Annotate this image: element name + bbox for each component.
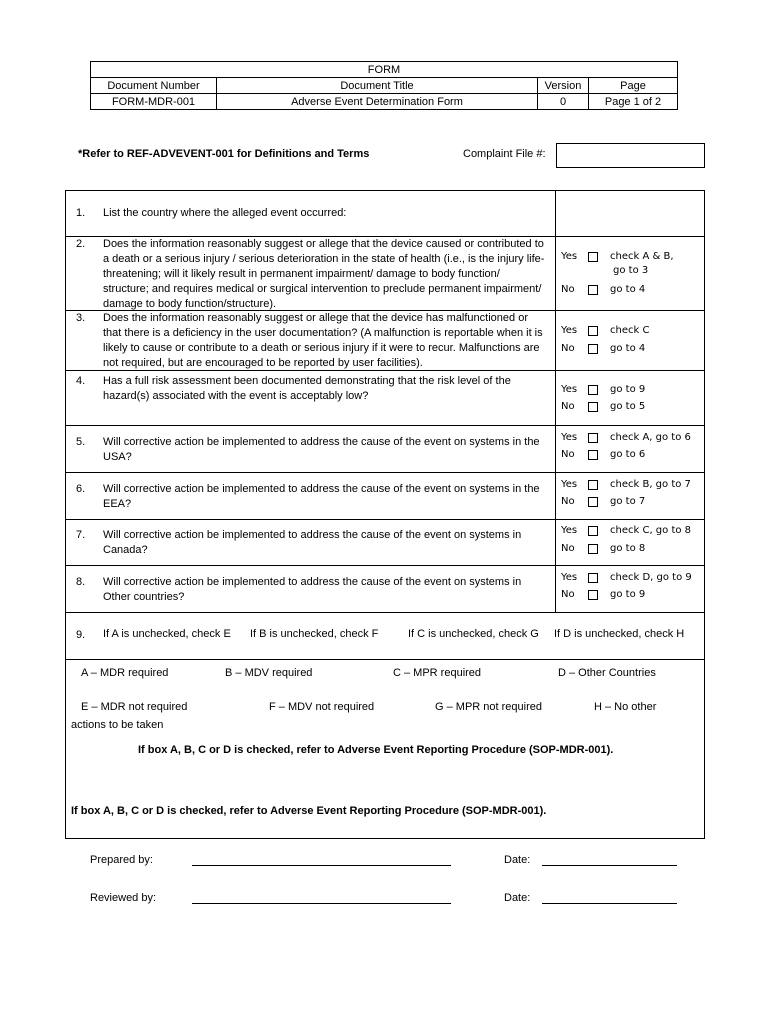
legend-e: E – MDR not required <box>81 701 188 713</box>
question-5-yes-action: check A, go to 6 <box>610 432 691 443</box>
question-5-no-action: go to 6 <box>610 449 646 460</box>
question-8-yes-action: check D, go to 9 <box>610 572 692 583</box>
col-document-title: Document Title <box>217 78 538 94</box>
reporting-note-1: If box A, B, C or D is checked, refer to Adverse Event Reporting Procedure (SOP-MDR-001). <box>138 744 614 756</box>
question-5-no-label: No <box>561 449 575 460</box>
prepared-by-field[interactable] <box>192 865 451 866</box>
prepared-date-label: Date: <box>504 854 531 866</box>
question-7-number: 7. <box>76 529 86 541</box>
row-divider <box>66 425 704 426</box>
question-5-number: 5. <box>76 436 86 448</box>
question-7-no-action: go to 8 <box>610 543 646 554</box>
legend-g: G – MPR not required <box>435 701 542 713</box>
question-6-yes-label: Yes <box>561 479 578 490</box>
question-3-yes-action: check C <box>610 325 650 336</box>
question-1-text: List the country where the alleged event occurred: <box>103 207 347 219</box>
question-2-yes-action: check A & B, <box>610 251 674 262</box>
refer-note: *Refer to REF-ADVEVENT-001 for Definitions and Terms <box>78 148 370 160</box>
question-4-text: Has a full risk assessment been documented demonstrating that the risk level of the hazard(s) associated with the event is acceptably low? <box>103 375 511 402</box>
question-8-yes-label: Yes <box>561 572 578 583</box>
question-8-no-action: go to 9 <box>610 589 646 600</box>
legend-h-continued: actions to be taken <box>71 719 164 731</box>
question-3-no-action: go to 4 <box>610 343 646 354</box>
answer-column-divider <box>555 191 556 612</box>
reviewed-by-field[interactable] <box>192 903 451 904</box>
question-4-number: 4. <box>76 375 86 387</box>
legend-h: H – No other <box>594 701 657 713</box>
complaint-file-label: Complaint File #: <box>463 148 546 160</box>
question-6-number: 6. <box>76 483 86 495</box>
question-8-number: 8. <box>76 576 86 588</box>
question-4-yes-label: Yes <box>561 384 578 395</box>
col-version: Version <box>538 78 589 94</box>
question-3-number: 3. <box>76 312 86 324</box>
reviewed-date-field[interactable] <box>542 903 677 904</box>
question-7-yes-action: check C, go to 8 <box>610 525 692 536</box>
prepared-by-label: Prepared by: <box>90 854 153 866</box>
q9-if-a: If A is unchecked, check E <box>103 628 231 640</box>
legend-f: F – MDV not required <box>269 701 375 713</box>
document-number: FORM-MDR-001 <box>91 94 217 110</box>
question-6-yes-action: check B, go to 7 <box>610 479 691 490</box>
row-divider <box>66 472 704 473</box>
q9-if-d: If D is unchecked, check H <box>554 628 685 640</box>
question-6-no-label: No <box>561 496 575 507</box>
question-4-yes-checkbox[interactable] <box>588 385 598 395</box>
question-3-no-label: No <box>561 343 575 354</box>
question-7-text: Will corrective action be implemented to address the cause of the event on systems in Canada? <box>103 529 522 556</box>
complaint-file-input[interactable] <box>556 143 705 168</box>
row-divider <box>66 565 704 566</box>
col-page: Page <box>589 78 678 94</box>
question-3-yes-checkbox[interactable] <box>588 326 598 336</box>
question-7-yes-label: Yes <box>561 525 578 536</box>
question-5-yes-checkbox[interactable] <box>588 433 598 443</box>
legend-b: B – MDV required <box>225 667 313 679</box>
question-2-yes-label: Yes <box>561 251 578 262</box>
row-divider <box>66 612 704 613</box>
question-8-yes-checkbox[interactable] <box>588 573 598 583</box>
q9-if-c: If C is unchecked, check G <box>408 628 539 640</box>
col-document-number: Document Number <box>91 78 217 94</box>
legend-a: A – MDR required <box>81 667 169 679</box>
question-2-number: 2. <box>76 238 86 250</box>
prepared-date-field[interactable] <box>542 865 677 866</box>
question-7-no-checkbox[interactable] <box>588 544 598 554</box>
version-value: 0 <box>538 94 589 110</box>
row-divider <box>66 519 704 520</box>
row-divider <box>66 659 704 660</box>
reviewed-date-label: Date: <box>504 892 531 904</box>
reporting-note-2: If box A, B, C or D is checked, refer to Adverse Event Reporting Procedure (SOP-MDR-001). <box>71 805 547 817</box>
question-6-no-action: go to 7 <box>610 496 646 507</box>
question-7-yes-checkbox[interactable] <box>588 526 598 536</box>
page-value: Page 1 of 2 <box>589 94 678 110</box>
question-8-no-label: No <box>561 589 575 600</box>
question-4-no-checkbox[interactable] <box>588 402 598 412</box>
document-title: Adverse Event Determination Form <box>217 94 538 110</box>
question-2-yes-checkbox[interactable] <box>588 252 598 262</box>
question-5-yes-label: Yes <box>561 432 578 443</box>
form-label: FORM <box>91 62 678 78</box>
question-6-no-checkbox[interactable] <box>588 497 598 507</box>
question-5-no-checkbox[interactable] <box>588 450 598 460</box>
question-6-text: Will corrective action be implemented to address the cause of the event on systems in the EEA? <box>103 483 540 510</box>
question-7-no-label: No <box>561 543 575 554</box>
legend-c: C – MPR required <box>393 667 482 679</box>
question-6-yes-checkbox[interactable] <box>588 480 598 490</box>
reviewed-by-label: Reviewed by: <box>90 892 157 904</box>
question-3-yes-label: Yes <box>561 325 578 336</box>
question-8-text: Will corrective action be implemented to address the cause of the event on systems in Other countries? <box>103 576 522 603</box>
question-3-no-checkbox[interactable] <box>588 344 598 354</box>
question-5-text: Will corrective action be implemented to address the cause of the event on systems in the USA? <box>103 436 540 463</box>
question-3-text: Does the information reasonably suggest or allege that the device has malfunctioned or that there is a deficiency in the user documentation? (A malfunction is reportable when it is likely to cause or contribute to a death or serious injury if it were to recur. Malfunctions are not required, but are encouraged to be reported by user facilities). <box>103 312 543 369</box>
document-header-table <box>90 61 678 110</box>
question-2-no-action: go to 4 <box>610 284 646 295</box>
question-2-yes-action-cont: go to 3 <box>613 265 649 276</box>
question-4-no-label: No <box>561 401 575 412</box>
q9-if-b: If B is unchecked, check F <box>250 628 379 640</box>
legend-d: D – Other Countries <box>558 667 656 679</box>
question-4-yes-action: go to 9 <box>610 384 646 395</box>
question-4-no-action: go to 5 <box>610 401 646 412</box>
question-2-text: Does the information reasonably suggest or allege that the device caused or contributed to a death or a serious injury / serious deterioration in the state of health (i.e., is the injury life-threatening; will it likely result in permanent impairment/ damage to body function/ structure; and requires medical or surgical intervention to preclude permanent impairment/ damage to body function/structure). <box>103 238 545 310</box>
question-8-no-checkbox[interactable] <box>588 590 598 600</box>
question-1-number: 1. <box>76 207 86 219</box>
question-2-no-label: No <box>561 284 575 295</box>
question-9-number: 9. <box>76 629 86 641</box>
question-2-no-checkbox[interactable] <box>588 285 598 295</box>
